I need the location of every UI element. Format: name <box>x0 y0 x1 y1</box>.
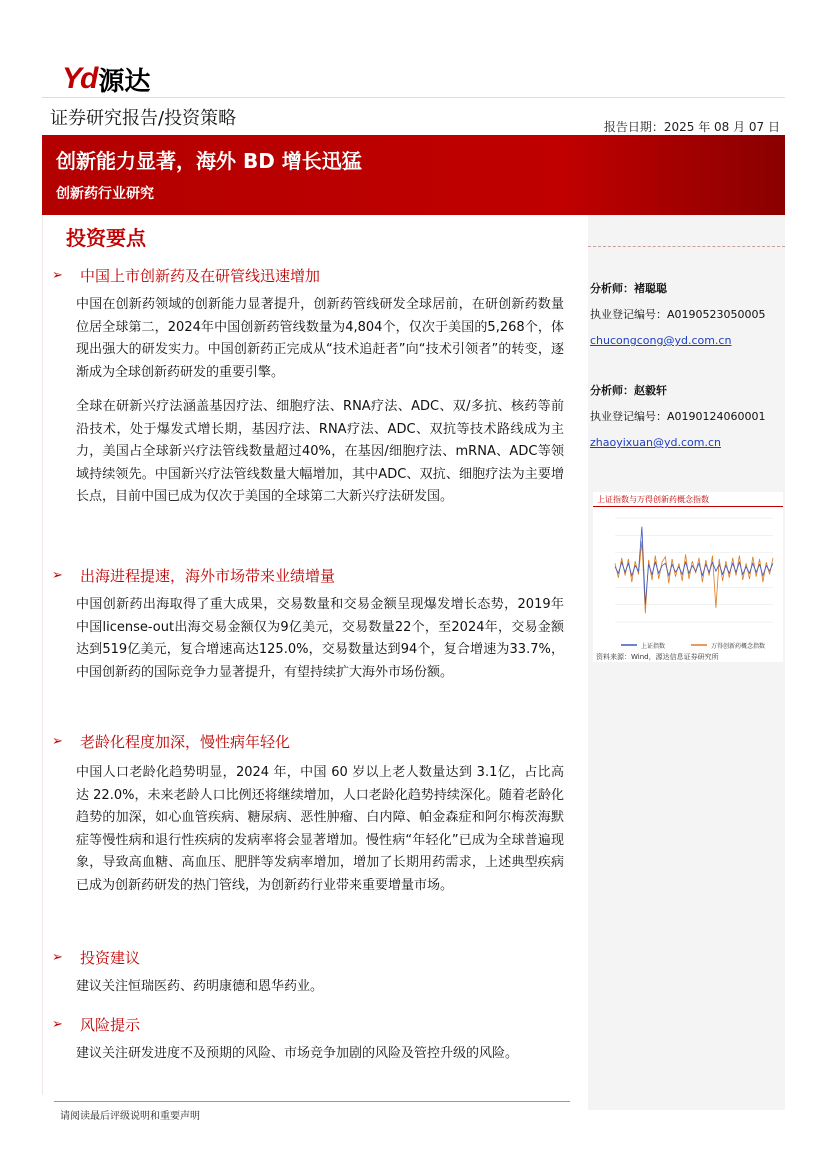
section-overseas <box>52 564 572 684</box>
section-title: 老龄化程度加深，慢性病年轻化 <box>80 732 291 751</box>
company-logo <box>62 62 151 97</box>
section-title: 风险提示 <box>80 1015 141 1034</box>
sidebar-divider <box>588 246 785 247</box>
paragraph: 建议关注研发进度不及预期的风险、市场竞争加剧的风险及管控升级的风险。 <box>76 1046 519 1061</box>
analyst-name: 分析师：褚聪聪 <box>590 282 667 295</box>
analyst-card <box>590 276 766 354</box>
section-title: 投资建议 <box>80 948 141 967</box>
index-chart <box>593 492 783 662</box>
chevron-right-icon: ➢ <box>52 267 63 283</box>
analyst-email-link[interactable]: chucongcong@yd.com.cn <box>590 334 732 347</box>
report-subtitle: 创新药行业研究 <box>56 186 154 202</box>
series-line-innovative-drug <box>615 541 773 613</box>
legend-label: 万得创新药概念指数 <box>711 643 766 650</box>
footer-note: 请阅读最后评级说明和重要声明 <box>60 1111 200 1122</box>
chart-title: 上证指数与万得创新药概念指数 <box>597 495 709 504</box>
paragraph: 中国人口老龄化趋势明显，2024 年，中国 60 岁以上老人数量达到 3.1亿，占比高达 22.0%，未来老龄人口比例还将继续增加，人口老龄化趋势持续深化。随着老龄化趋势的加深，如心血管疾病、糖尿病、恶性肿瘤、白内障、帕金森症和阿尔梅茨海默症等慢性病和退行性疾病的发病率将会显著增加。慢性病“年轻化”已成为全球普遍现象，导致高血糖、高血压、肥胖等发病率增加，增加了长期用药需求，上述典型疾病已成为创新药研发的热门管线，为创新药行业带来重要增量市场。 <box>76 765 564 893</box>
section-aging <box>52 730 572 897</box>
logo-name: 源达 <box>98 66 151 97</box>
paragraph: 建议关注恒瑞医药、药明康德和恩华药业。 <box>76 979 324 994</box>
analyst-email-link[interactable]: zhaoyixuan@yd.com.cn <box>590 436 721 449</box>
section-risk <box>52 1013 572 1066</box>
report-date: 报告日期：2025 年 08 月 07 日 <box>603 120 780 134</box>
analyst-registration: 执业登记编号：A0190523050005 <box>590 308 766 321</box>
section-title: 中国上市创新药及在研管线迅速增加 <box>80 266 321 285</box>
report-title: 创新能力显著，海外 BD 增长迅猛 <box>56 149 362 173</box>
analyst-card <box>590 378 766 456</box>
legend-label: 上证指数 <box>641 643 666 650</box>
key-points-title: 投资要点 <box>66 226 146 250</box>
logo-mark: Yd <box>62 62 97 95</box>
chart-source: 资料来源：Wind，源达信息证券研究所 <box>596 653 719 661</box>
chevron-right-icon: ➢ <box>52 949 63 965</box>
section-recommendation <box>52 946 572 999</box>
paragraph: 中国创新药出海取得了重大成果，交易数量和交易金额呈现爆发增长态势，2019年中国license-out出海交易金额仅为9亿美元，交易数量22个，至2024年，交易金额达到519亿美元，复合增速高达125.0%，交易数量达到94个，复合增速为33.7%，中国创新药的国际竞争力显著提升，有望持续扩大海外市场份额。 <box>76 597 564 680</box>
chart-title-rule <box>593 506 783 507</box>
chart-plot <box>593 510 783 660</box>
section-pipeline <box>52 264 572 509</box>
paragraph: 中国在创新药领域的创新能力显著提升，创新药管线研发全球居前，在研创新药数量位居全球第二，2024年中国创新药管线数量为4,804个，仅次于美国的5,268个，体现出强大的研发实力。中国创新药正完成从“技术追赶者”向“技术引领者”的转变，逐渐成为全球创新药研发的重要引擎。 <box>76 297 564 380</box>
footer-divider <box>54 1101 570 1102</box>
analyst-registration: 执业登记编号：A0190124060001 <box>590 410 766 423</box>
paragraph: 全球在研新兴疗法涵盖基因疗法、细胞疗法、RNA疗法、ADC、双/多抗、核药等前沿技术，处于爆发式增长期，基因疗法、RNA疗法、ADC、双抗等技术路线成为主力，美国占全球新兴疗法管线数量超过40%，在基因/细胞疗法、mRNA、ADC等领域持续领先。中国新兴疗法管线数量大幅增加，其中ADC、双抗、细胞疗法为主要增长点，目前中国已成为仅次于美国的全球第二大新兴疗法研发国。 <box>76 399 564 504</box>
report-type: 证券研究报告/投资策略 <box>50 108 237 129</box>
chevron-right-icon: ➢ <box>52 733 63 749</box>
series-line-shanghai <box>615 527 773 605</box>
header-divider <box>42 97 785 98</box>
analyst-name: 分析师：赵毅轩 <box>590 384 667 397</box>
chevron-right-icon: ➢ <box>52 567 63 583</box>
title-banner <box>42 135 785 215</box>
chevron-right-icon: ➢ <box>52 1016 63 1032</box>
section-title: 出海进程提速，海外市场带来业绩增量 <box>80 566 336 585</box>
